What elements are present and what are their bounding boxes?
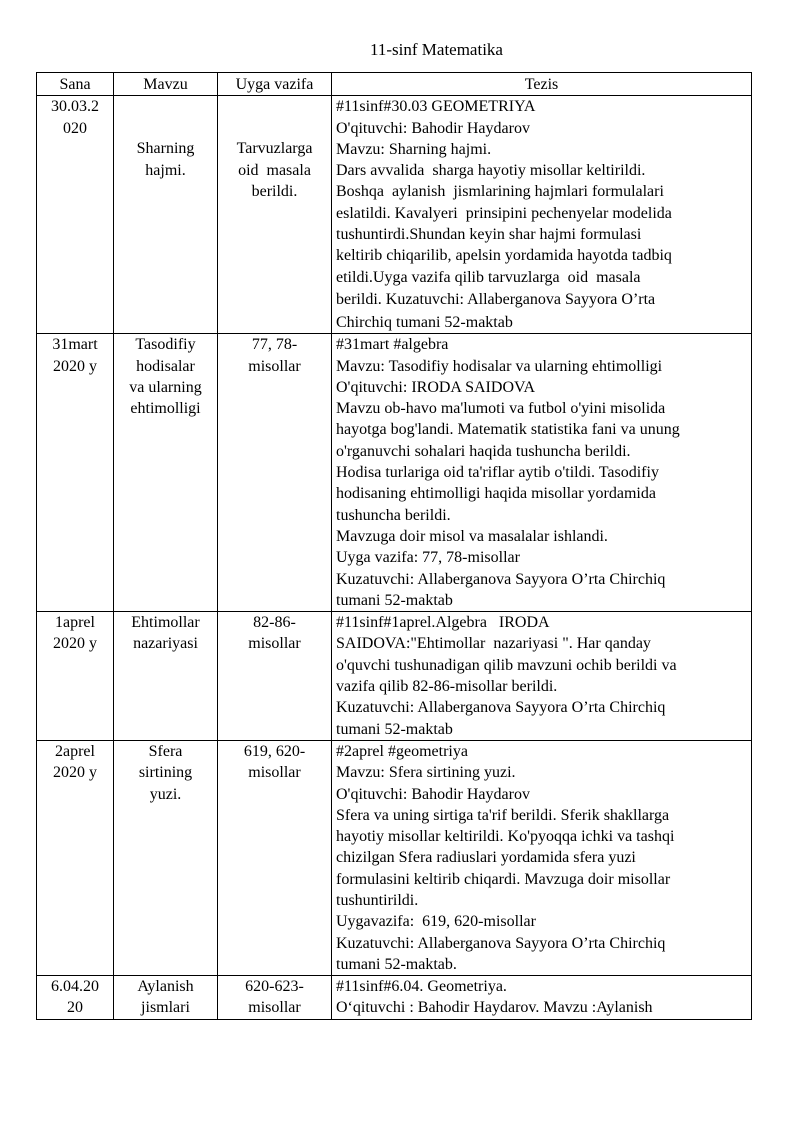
cell-tezis: [332, 96, 752, 334]
cell-line: Mavzuga doir misol va masalalar ishlandi.: [336, 527, 608, 545]
cell-line: Kuzatuvchi: Allaberganova Sayyora O’rta Chirchiq: [336, 699, 666, 717]
cell-line: O'qituvchi: Bahodir Haydarov: [336, 785, 530, 803]
cell-line: etildi.Uyga vazifa qilib tarvuzlarga oid masala: [336, 268, 641, 286]
cell-sana: [37, 96, 114, 334]
cell-line: Kuzatuvchi: Allaberganova Sayyora O’rta Chirchiq: [336, 570, 666, 588]
cell-line: vazifa qilib 82-86-misollar berildi.: [336, 678, 558, 696]
cell-line: #11sinf#30.03 GEOMETRIYA: [336, 98, 536, 116]
cell-line: yuzi.: [149, 785, 182, 803]
cell-line: tumani 52-maktab.: [336, 955, 457, 973]
cell-line: 20: [67, 999, 83, 1017]
cell-line: sirtining: [138, 764, 193, 782]
cell-tezis: [332, 612, 752, 741]
cell-line: Mavzu: Sfera sirtining yuzi.: [336, 764, 516, 782]
cell-line: tushuntirildi.: [336, 891, 419, 909]
cell-line: Dars avvalida sharga hayotiy misollar keltirildi.: [336, 162, 646, 180]
cell-mavzu: [114, 96, 218, 334]
cell-mavzu: [114, 334, 218, 612]
cell-line: hayotga bog'landi. Matematik statistika fani va unung: [336, 421, 680, 439]
cell-line: berildi. Kuzatuvchi: Allaberganova Sayyora O’rta: [336, 290, 656, 308]
cell-mavzu: [114, 612, 218, 741]
table-row: [37, 976, 752, 1020]
cell-tezis: [332, 740, 752, 975]
table-row: [37, 740, 752, 975]
cell-line: 020: [63, 119, 87, 137]
header-uyga-vazifa: Uyga vazifa: [218, 73, 332, 96]
cell-line: misollar: [248, 999, 301, 1017]
cell-mavzu: [114, 740, 218, 975]
cell-line: 620-623-: [245, 978, 304, 996]
cell-line: Uyga vazifa: 77, 78-misollar: [336, 549, 520, 567]
lesson-table: [36, 72, 752, 1020]
cell-line: #11sinf#1aprel.Algebra IRODA: [336, 614, 550, 632]
cell-uyga-vazifa: [218, 740, 332, 975]
cell-line: 30.03.2: [51, 98, 99, 116]
cell-line: SAIDOVA:"Ehtimollar nazariyasi ". Har qanday: [336, 635, 651, 653]
cell-sana: [37, 334, 114, 612]
cell-line: va ularning: [129, 378, 202, 396]
cell-line: Ehtimollar: [131, 614, 200, 632]
cell-mavzu: [114, 976, 218, 1020]
cell-line: nazariyasi: [133, 635, 198, 653]
cell-line: Tasodifiy: [135, 336, 196, 354]
cell-tezis: [332, 334, 752, 612]
cell-line: tushuntirdi.Shundan keyin shar hajmi formulasi: [336, 226, 642, 244]
cell-line: 31mart: [52, 336, 98, 354]
cell-line: o'rganuvchi sohalari haqida tushuncha berildi.: [336, 442, 631, 460]
cell-line: #2aprel #geometriya: [336, 742, 468, 760]
cell-line: Sfera: [148, 742, 183, 760]
cell-uyga-vazifa: [218, 612, 332, 741]
cell-line: Boshqa aylanish jismlarining hajmlari formulalari: [336, 183, 664, 201]
cell-line: Chirchiq tumani 52-maktab: [336, 313, 513, 331]
header-sana: Sana: [37, 73, 114, 96]
cell-line: o'quvchi tushunadigan qilib mavzuni ochib berildi va: [336, 656, 677, 674]
cell-sana: [37, 976, 114, 1020]
cell-line: Mavzu: Tasodifiy hodisalar va ularning ehtimolligi: [336, 357, 663, 375]
cell-line: hayotiy misollar keltirildi. Ko'pyoqqa ichki va tashqi: [336, 828, 675, 846]
cell-line: misollar: [248, 357, 301, 375]
cell-line: tumani 52-maktab: [336, 720, 453, 738]
cell-line: formulasini keltirib chiqardi. Mavzuga doir misollar: [336, 870, 671, 888]
cell-line: O'qituvchi: Bahodir Haydarov: [336, 119, 530, 137]
cell-line: 1aprel: [55, 614, 95, 632]
cell-line: 619, 620-: [243, 742, 306, 760]
cell-line: Kuzatuvchi: Allaberganova Sayyora O’rta Chirchiq: [336, 934, 666, 952]
cell-line: hajmi.: [145, 161, 186, 179]
cell-line: chizilgan Sfera radiuslari yordamida sfera yuzi: [336, 849, 636, 867]
cell-uyga-vazifa: [218, 96, 332, 334]
cell-line: tushuncha berildi.: [336, 506, 451, 524]
cell-sana: [37, 740, 114, 975]
page-title: 11-sinf Matematika: [370, 40, 503, 59]
header-tezis: Tezis: [332, 73, 752, 96]
cell-line: 2020 y: [53, 635, 97, 653]
cell-line: Mavzu: Sharning hajmi.: [336, 140, 492, 158]
cell-line: hodisalar: [136, 357, 195, 375]
cell-sana: [37, 612, 114, 741]
cell-line: 2020 y: [53, 764, 97, 782]
table-header-row: [37, 73, 752, 96]
cell-line: misollar: [248, 635, 301, 653]
cell-line: Hodisa turlariga oid ta'riflar aytib o'tildi. Tasodifiy: [336, 464, 659, 482]
cell-line: oid masala: [238, 161, 311, 179]
cell-line: jismlari: [141, 999, 190, 1017]
cell-line: hodisaning ehtimolligi haqida misollar yordamida: [336, 485, 656, 503]
header-mavzu: Mavzu: [114, 73, 218, 96]
table-row: [37, 334, 752, 612]
cell-line: berildi.: [251, 182, 298, 200]
cell-line: O'qituvchi: IRODA SAIDOVA: [336, 378, 536, 396]
cell-line: Sharning: [136, 140, 195, 158]
cell-tezis: [332, 976, 752, 1020]
cell-line: Aylanish: [137, 978, 194, 996]
cell-line: 82-86-: [253, 614, 296, 632]
cell-line: Uygavazifa: 619, 620-misollar: [336, 913, 536, 931]
cell-line: 2020 y: [53, 357, 97, 375]
table-row: [37, 96, 752, 334]
cell-uyga-vazifa: [218, 976, 332, 1020]
cell-line: tumani 52-maktab: [336, 591, 453, 609]
cell-line: #31mart #algebra: [336, 336, 449, 354]
table-row: [37, 612, 752, 741]
cell-line: #11sinf#6.04. Geometriya.: [336, 978, 507, 996]
cell-line: ehtimolligi: [130, 400, 201, 418]
cell-line: Sfera va uning sirtiga ta'rif berildi. Sferik shakllarga: [336, 806, 670, 824]
cell-line: 77, 78-: [251, 336, 298, 354]
cell-line: O‘qituvchi : Bahodir Haydarov. Mavzu :Aylanish: [336, 999, 653, 1017]
cell-line: keltirib chiqarilib, apelsin yordamida hayotda tadbiq: [336, 247, 672, 265]
cell-line: misollar: [248, 764, 301, 782]
cell-line: Tarvuzlarga: [236, 140, 313, 158]
cell-line: Mavzu ob-havo ma'lumoti va futbol o'yini misolida: [336, 400, 666, 418]
cell-line: 2aprel: [55, 742, 95, 760]
cell-line: 6.04.20: [51, 978, 99, 996]
cell-line: eslatildi. Kavalyeri prinsipini pechenyelar modelida: [336, 204, 672, 222]
cell-uyga-vazifa: [218, 334, 332, 612]
